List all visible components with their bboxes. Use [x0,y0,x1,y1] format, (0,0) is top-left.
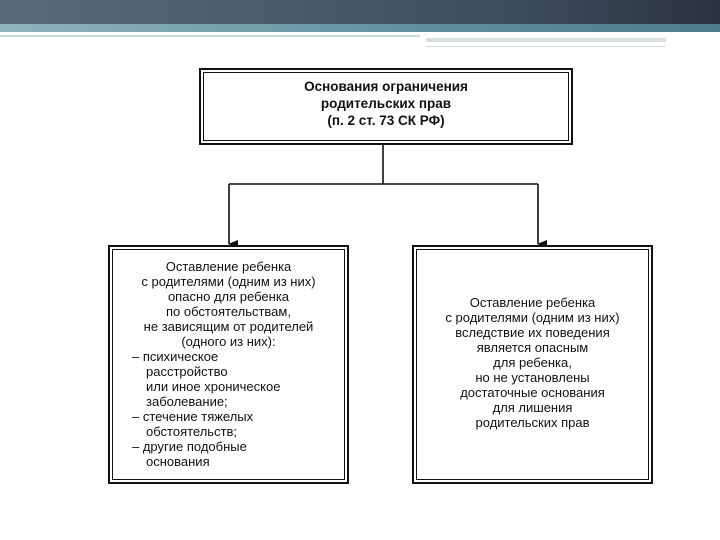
box-text-line: но не установлены [475,370,590,385]
list-item-line: основания [146,454,210,469]
box-text-line: является опасным [476,340,589,355]
box-text-line: опасно для ребенка [167,289,290,304]
grounds-box [199,68,573,145]
box-text-line: вследствие их поведения [455,325,610,340]
grounds-title-line: родительских прав [320,96,452,111]
list-item-line: заболевание; [146,394,228,409]
box-text-line: родительских прав [475,415,590,430]
list-item [110,349,347,409]
box-text-line: Оставление ребенка [165,259,292,274]
box-text-line: с родителями (одним из них) [141,274,316,289]
list-item-line: расстройство [146,364,228,379]
box-text-line: для ребенка, [493,355,572,370]
circumstances-box [108,245,349,484]
list-item-line: – психическое [132,349,219,364]
grounds-title-line: Основания ограничения [304,79,468,94]
list-item-line: обстоятельств; [146,424,238,439]
grounds-title-line: (п. 2 ст. 73 СК РФ) [327,113,445,128]
list-item-line: – стечение тяжелых [132,409,254,424]
box-text-line: по обстоятельствам, [166,304,291,319]
list-item [110,409,347,439]
box-text-line: Оставление ребенка [469,295,596,310]
box-text-line: достаточные основания [460,385,605,400]
list-item-line: – другие подобные [132,439,247,454]
list-item [110,439,347,469]
list-item-line: или иное хроническое [146,379,281,394]
box-text-line: (одного из них): [181,334,276,349]
behavior-box [412,245,653,484]
box-text-line: не зависящим от родителей [143,319,314,334]
box-text-line: для лишения [492,400,573,415]
box-text-line: с родителями (одним из них) [445,310,620,325]
